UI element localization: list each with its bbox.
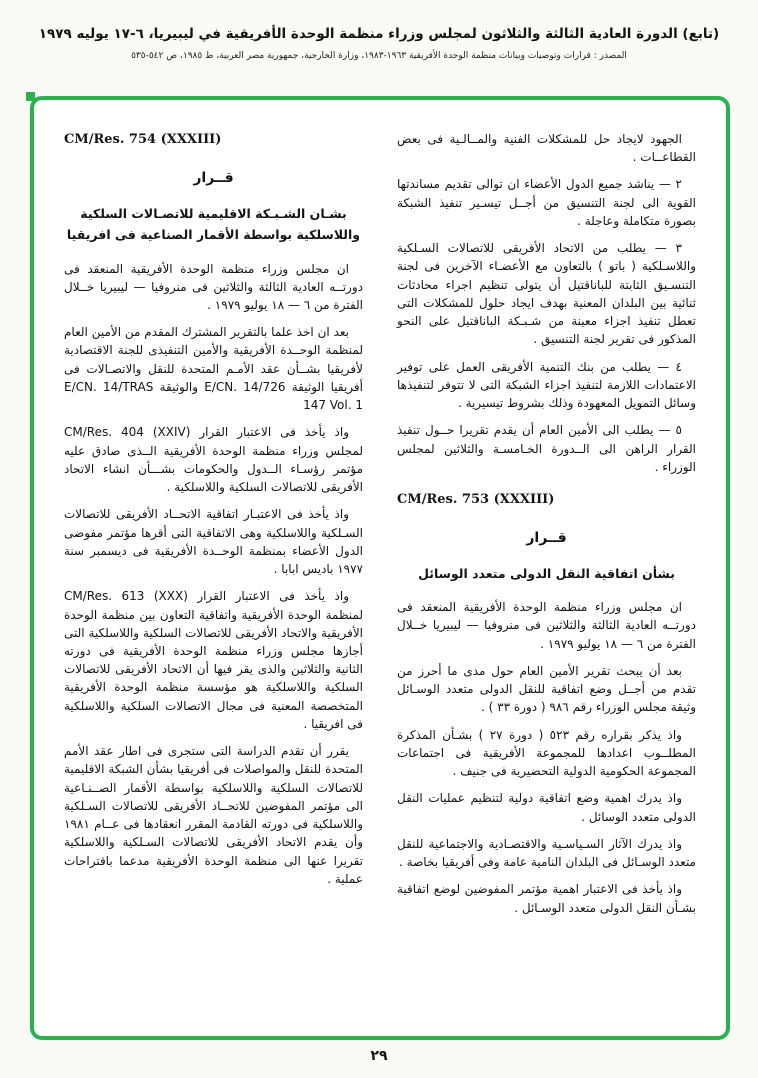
paragraph: ٢ — يناشد جميع الدول الأعضاء ان توالى تقديم مساندتها القوية الى لجنة التنسيق من أجــل تيسـير تنفيذ الشبكة بصورة متكاملة وعاجلة . <box>397 177 696 228</box>
decision-heading-753: قــرار <box>526 529 567 546</box>
paragraph: ان مجلس وزراء منظمة الوحدة الأفريقية المنعقد فى دورتــه العادية الثالثة والثلاثين فى منروفيا — ليبيريا خــلال الفترة من ٦ — ١٨ يوليو ١٩٧٩ . <box>397 600 696 651</box>
green-frame <box>30 96 730 1040</box>
paragraph: يقرر أن تقدم الدراسة التى ستجرى فى اطار عقد الأمم المتحدة للنقل والمواصلات فى أفريقيا بشأن الشبكة الاقليمية للاتصالات السلكية واللاسلكية بواسطة الأقمار الصــنـاعية الى مؤتمر المفوضين للاتحــاد الأفريقى للاتصالات السـلكية واللاسلكية فى دورته القادمة المقرر انعقادها فى عــام ١٩٨١ وأن يقدم الاتحاد الأفريقى للاتصالات السـلكية واللاسلكية تقريرا عنها الى منظمة الوحدة الأفريقية مدعما باقتراحات عملية . <box>64 744 363 886</box>
resolution-id-754: CM/Res. 754 (XXXIII) <box>64 132 222 147</box>
two-column-layout <box>64 130 696 1016</box>
decision-heading-754: قــرار <box>193 169 234 186</box>
page-header <box>0 26 758 61</box>
resolution-subject-753: بشأن اتفاقية النقل الدولى متعدد الوسائل <box>418 566 675 581</box>
left-column <box>64 130 363 1016</box>
resolution-id-753: CM/Res. 753 (XXXIII) <box>397 491 555 507</box>
right-column <box>397 130 696 1016</box>
paragraph: واذ يدرك اهمية وضع اتفاقية دولية لتنظيم عمليات النقل الدولى متعدد الوسائل . <box>397 791 696 824</box>
paragraph: واذ يدرك الآثار السـياسـية والاقتصـادية والاجتماعية للنقل متعدد الوسـائل فى البلدان النامية عامة وفى أفريقيا بخاصة . <box>397 836 696 870</box>
paragraph: واذ يأخذ فى الاعتبار اهمية مؤتمر المفوضين لوضع اتفاقية بشـأن النقل الدولى متعدد الوسـائل . <box>397 882 696 915</box>
paragraph: واذ يأخذ فى الاعتبار القرار CM/Res. 404 (XXIV) لمجلس وزراء منظمة الوحدة الأفريقية الــذى صادق عليه مؤتمر رؤسـاء الــدول والحكومات بشـــأن انشاء الاتحاد الأفريقى للاتصالات السلكية واللاسلكية . <box>64 425 363 495</box>
paragraph: ان مجلس وزراء منظمة الوحدة الأفريقية المنعقد فى دورتــه العادية الثالثة والثلاثين فى منروفيا — ليبيريا خــلال الفترة من ٦ — ١٨ يوليو ١٩٧٩ . <box>64 261 363 312</box>
paragraph: واذ يأخذ فى الاعتبار القرار CM/Res. 613 (XXX) لمنظمة الوحدة الأفريقية واتفاقية التعاون بين منظمة الوحدة الأفريقية والاتحاد الأفريقى للاتصالات السلكية واللاسلكية التى أجازها مجلس وزراء منظمة الوحدة الأفريقية فى دورته الثانية والثلاثين والذى يقر فيها أن الاتحاد الأفريقى للاتصالات السلكية واللاسلكية هو مؤسسة منظمة الوحدة الأفريقية المتخصصة المعنية فى مجال الاتصالات السلكية واللاسلكية فى افريقيا . <box>64 589 363 731</box>
paragraph: واذ يأخذ فى الاعتبـار اتفاقية الاتحــاد الأفريقى للاتصالات السـلكية واللاسلكية وهى الاتفاقية التى أقرها مؤتمر مفوضى الدول الأعضاء بمنظمة الوحــدة الأفريقية فى ديسمبر سنة ١٩٧٧ باديس ابابا . <box>64 507 363 577</box>
paragraph: بعد ان اخذ علما بالتقرير المشترك المقدم من الأمين العام لمنظمة الوحــدة الأفريقية والأمين التنفيذى للجنة الاقتصادية لأفريقيا بشــأن عقد الأمـم المتحدة للنقل والاتصـالات فى أفريقيا الوثيقة E/CN. 14/726 والوثيقة E/CN. 14/TRAS 147 Vol. 1 <box>64 325 363 413</box>
session-title: (تابع) الدورة العادية الثالثة والثلاثون لمجلس وزراء منظمة الوحدة الأفريقية في ليبيريا، ٦-١٧ يوليه ١٩٧٩ <box>38 26 720 42</box>
paragraph: ٥ — يطلب الى الأمين العام أن يقدم تقريرا حــول تنفيذ القرار الراهن الى الــدورة الخـامسـة والثلاثين لمجلس الوزراء . <box>397 423 696 474</box>
paragraph: ٤ — يطلب من بنك التنمية الأفريقى العمل على توفير الاعتمادات اللازمة لتنفيذ اجزاء الشبكة التى لا تتوفر لتنفيذها وسائل التمويل المعهودة وذلك بشروط تيسيرية . <box>397 359 696 411</box>
source-citation: المصدر : قرارات وتوصيات وبيانات منظمة الوحدة الأفريقية ١٩٦٣-١٩٨٣، وزارة الخارجية، جمهورية مصر العربية، ط ١٩٨٥، ص ٥٤٢-٥٣٥ <box>131 51 627 61</box>
paragraph: بعد أن يبحث تقرير الأمين العام حول مدى ما أحرز من تقدم من أجــل وضع اتفاقية للنقل الدولى متعدد الوسـائل وثيقة مجلس الوزراء رقم ٩٨٦ ( دورة ٣٣ ) . <box>397 663 696 715</box>
resolution-subject-754: بشـان الشـبـكة الاقليمية للاتصـالات السلكية واللاسلكية بواسطة الأقمار الصناعية فى افريقيا <box>66 206 361 243</box>
paragraph: واذ يذكر بقراره رقم ٥٢٣ ( دورة ٢٧ ) بشـأن المذكرة المطلــوب اعدادها للمجموعة الأفريقية فى اجتماعات المجموعة الحكومية الدولية التحضيرية فى جنيف . <box>397 727 696 779</box>
paragraph: الجهود لايجاد حل للمشكلات الفنية والمــالـية فى بعض القطاعــات . <box>397 132 696 165</box>
paragraph: ٣ — يطلب من الاتحاد الأفريقى للاتصالات السـلكية واللاسـلكية ( باتو ) بالتعاون مع الأعضـاء الآخرين فى لجنة التنسـيق الثابتة للباناقتيل أن يتولى تنظيم اجراء محادثات ثنائية بين البلدان المعنية بهدف ايجاد حلول للمشكلات التى تعطل تنفيذ اجزاء معينة من شـبـكة الباناقتيل على النحو المذكور فى تقرير لجنة التنسيق . <box>397 241 696 347</box>
page-number: ٢٩ <box>370 1048 388 1064</box>
